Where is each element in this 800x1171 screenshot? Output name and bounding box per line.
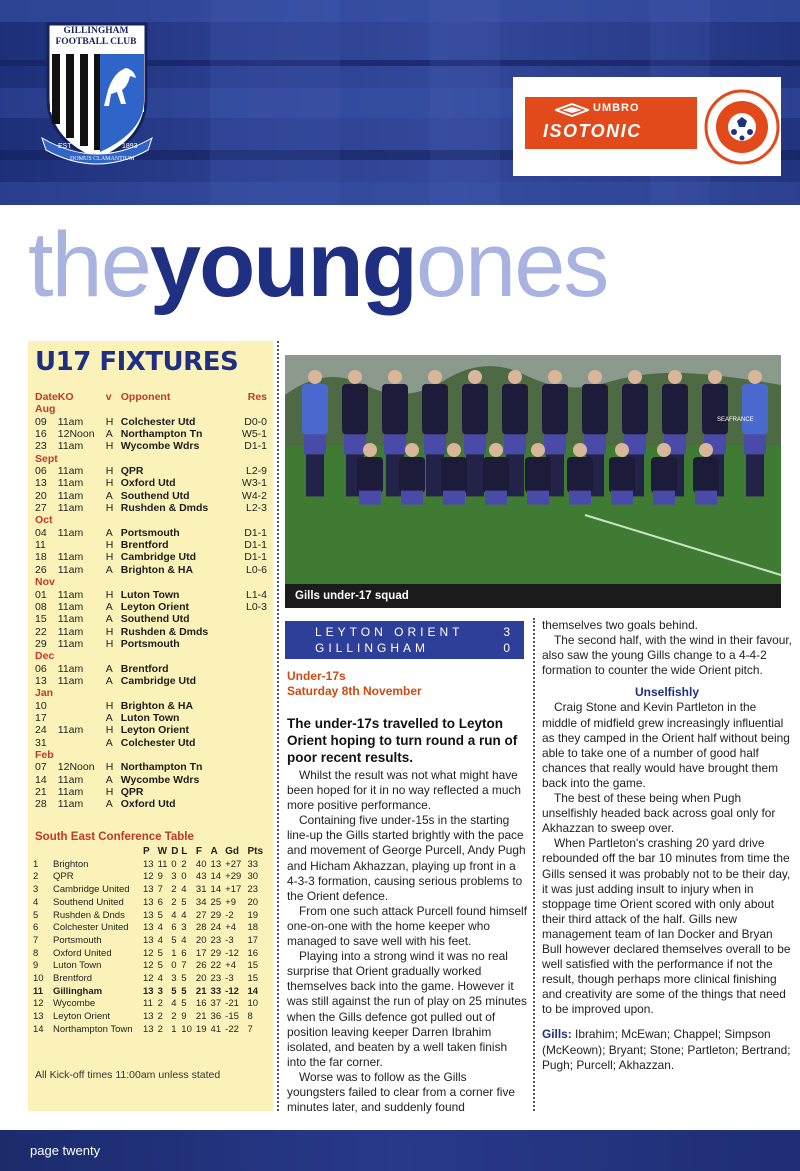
- paragraph: themselves two goals behind.: [542, 618, 698, 632]
- fixture-row: 01 11am H Luton Town L1-4: [35, 588, 267, 601]
- fixture-row: 04 11am A Portsmouth D1-1: [35, 526, 267, 539]
- fixture-row: 20 11am A Southend Utd W4-2: [35, 489, 267, 502]
- svg-text:EST: EST: [58, 143, 72, 150]
- page-title: theyoungones: [28, 214, 608, 316]
- fixture-row: 13 11am H Oxford Utd W3-1: [35, 477, 267, 490]
- fixture-row: 22 11am H Rushden & Dmds: [35, 625, 209, 638]
- fixtures-title: U17 FIXTURES: [35, 347, 239, 377]
- conference-row: 13 Leyton Orient 13 2 2 9 21 36 -15 8: [33, 1011, 253, 1023]
- sponsor-brand: UMBRO: [593, 102, 640, 114]
- conference-row: 7 Portsmouth 13 4 5 4 20 23 -3 17: [33, 934, 259, 946]
- conference-row: 8 Oxford United 12 5 1 6 17 29 -12 16: [33, 947, 259, 959]
- fixture-month: Jan: [35, 687, 54, 700]
- conference-row: 14 Northampton Town 13 2 1 10 19 41 -22 7: [33, 1023, 253, 1035]
- paragraph: The second half, with the wind in their favour, also saw the young Gills change to a 4-4-2 formation to counter the wide Orient pitch.: [542, 633, 792, 678]
- fixtures-table: Date KO v Opponent Res Aug 09 11am H Colchester Utd D0-0 16 12Noon A Northampton Tn W5-1 23 11am H Wycombe Wdrs D1-1 Sept 06 11am H QPR L2-9 13 11am H Oxford Utd W3-1 20 11am A Southend Utd W4-2 27 11am H Rushden & Dmds L2-3 Oct 04 11am A Portsmouth D1-1 11 H Brentford D1-1 18 11am H Cambridge Utd D1-1 26 11am A Brighton & HA L0-6 Nov 01 11am H Luton Town L1-4 08 11am A Leyton Orient L0-3 15 11am A Southend Utd 22 11am H Rushden & Dmds 29 11am H Portsmouth Dec 06 11am A Brentford 13 11am A Cambridge Utd Jan 10 H Brighton & HA 17 A Luton Town 24 11am H Leyton Orient 31 A Colchester Utd Feb 07 12Noon H Northampton Tn 14 11am A Wycombe Wdrs 21 11am H QPR 28 11am A Oxford Utd: [35, 391, 267, 811]
- fixture-row: 31 A Colchester Utd: [35, 736, 196, 749]
- fixture-row: 06 11am A Brentford: [35, 662, 169, 675]
- fixture-row: 07 12Noon H Northampton Tn: [35, 761, 203, 774]
- article-column-2: [542, 618, 792, 1073]
- fixture-row: 14 11am A Wycombe Wdrs: [35, 773, 200, 786]
- fixture-row: 11 H Brentford D1-1: [35, 539, 267, 552]
- fixture-row: 18 11am H Cambridge Utd D1-1: [35, 551, 267, 564]
- fixture-row: 17 A Luton Town: [35, 711, 180, 724]
- article-lead: The under-17s travelled to Leyton Orient hoping to turn round a run of poor recent results.: [287, 716, 518, 765]
- paragraph: Craig Stone and Kevin Partleton in the middle of midfield grew increasingly influential as they camped in the Orient half without being able to take one of a number of good half chances that really would have brought them back into the game.: [542, 700, 790, 790]
- home-team: LEYTON ORIENT: [315, 625, 464, 639]
- fixture-month: Dec: [35, 650, 55, 663]
- fixture-row: 10 H Brighton & HA: [35, 699, 194, 712]
- conference-row: 3 Cambridge United 13 7 2 4 31 14 +17 23: [33, 884, 259, 896]
- fixture-row: 26 11am A Brighton & HA L0-6: [35, 563, 267, 576]
- article-subheading: Unselfishly: [634, 685, 700, 700]
- club-name: GILLINGHAM FOOTBALL CLUB: [55, 26, 137, 47]
- fixture-row: 23 11am H Wycombe Wdrs D1-1: [35, 440, 267, 453]
- fixture-row: 15 11am A Southend Utd: [35, 613, 190, 626]
- fixture-month: Feb: [35, 748, 54, 761]
- paragraph: The best of these being when Pugh unselfishly headed back across goal only for Akhazzan to sweep over.: [542, 791, 776, 836]
- paragraph: Playing into a strong wind it was no real surprise that Orient gradually worked themselves back into the game. However it was still against the run of play on 25 minutes when the Gills defence got pulled out of position leaving keeper Darren Ibrahim isolated, and beaten by a well taken finish into the far corner.: [287, 949, 527, 1069]
- fixture-row: 21 11am H QPR: [35, 786, 144, 798]
- photo-caption: Gills under-17 squad: [285, 584, 781, 608]
- conference-row: 6 Colchester United 13 4 6 3 28 24 +4 18: [33, 922, 259, 934]
- fixture-row: 08 11am A Leyton Orient L0-3: [35, 600, 267, 613]
- sponsor-panel: [513, 77, 781, 176]
- team-photo: [285, 355, 781, 608]
- fixture-month: Aug: [35, 403, 56, 416]
- column-divider: [533, 618, 535, 1111]
- paragraph: From one such attack Purcell found himself one-on-one with the home keeper who managed to save well with his feet.: [287, 903, 528, 949]
- paragraph: Whilst the result was not what might have been hoped for it in no way reflected a much more positive performance.: [287, 768, 521, 813]
- away-team: GILLINGHAM: [315, 641, 430, 655]
- sponsor-product: ISOTONIC: [543, 121, 642, 141]
- conference-row: 11 Gillingham 13 3 5 5 21 33 -12 14: [33, 985, 259, 997]
- kickoff-note: All Kick-off times 11:00am unless stated: [35, 1069, 221, 1081]
- score-box: [285, 621, 524, 659]
- team-lineup: Gills: Ibrahim; McEwan; Chappel; Simpson (McKeown); Bryant; Stone; Partleton; Bertrand; Pugh; Purcell; Akhazzan.: [542, 1027, 791, 1072]
- away-score: 0: [503, 641, 510, 655]
- fixture-row: 27 11am H Rushden & Dmds L2-3: [35, 502, 267, 515]
- paragraph: Worse was to follow as the Gills youngsters failed to clear from a corner five minutes later, and suddenly found: [287, 1069, 516, 1115]
- fixture-month: Nov: [35, 576, 55, 589]
- page-number: page twenty: [30, 1143, 101, 1158]
- umbro-logo: [525, 97, 697, 149]
- fixture-month: Sept: [35, 452, 58, 465]
- conference-title: South East Conference Table: [35, 831, 194, 843]
- football-league-badge-icon: [703, 85, 781, 169]
- match-date: Saturday 8th November: [287, 684, 422, 698]
- conference-row: 12 Wycombe 11 2 4 5 16 37 -21 10: [33, 998, 259, 1010]
- fixtures-panel: [28, 341, 273, 1111]
- conference-row: 2 QPR 12 9 3 0 43 14 +29 30: [33, 871, 259, 883]
- match-team: Under-17s: [287, 669, 346, 683]
- footer-band: [0, 1130, 800, 1171]
- match-meta: [287, 669, 422, 699]
- home-score: 3: [503, 625, 510, 639]
- conference-row: 1 Brighton 13 11 0 2 40 13 +27 33: [33, 858, 259, 870]
- umbro-diamond-icon: [555, 103, 589, 117]
- svg-text:DOMUS CLAMANTIUM: DOMUS CLAMANTIUM: [70, 156, 135, 162]
- article-column-1: [287, 768, 527, 1115]
- conference-row: 4 Southend United 13 6 2 5 34 25 +9 20: [33, 896, 259, 908]
- fixture-month: Oct: [35, 514, 53, 527]
- fixture-row: 16 12Noon A Northampton Tn W5-1: [35, 428, 267, 441]
- header-band: [0, 0, 800, 205]
- paragraph: When Partleton's crashing 20 yard drive rebounded off the bar 10 minutes from time the Gills sensed it was probably not to be their day, it was just adding insult to injury when in stoppage time Orient scored with only about their third attack of the half. Gills new management team of Ian Docker and Bryan Bull however declared themselves overall to be well satisfied with the performance if not the result, though perhaps more clinical finishing and creativity are some of the things that need to be improved upon.: [542, 836, 791, 1017]
- team-photo-image: [285, 355, 781, 608]
- fixture-row: 13 11am A Cambridge Utd: [35, 674, 197, 687]
- paragraph: Containing five under-15s in the starting line-up the Gills started brightly with the pace and movement of George Purcell, Andy Pugh and Hicham Akhazzan, playing up front in a 4-3-3 formation, causing serious problems to the Orient defence.: [287, 813, 526, 903]
- column-divider: [277, 341, 279, 1111]
- fixture-row: 29 11am H Portsmouth: [35, 637, 180, 650]
- conference-row: 10 Brentford 12 4 3 5 20 23 -3 15: [33, 973, 259, 985]
- svg-text:SEAFRANCE: SEAFRANCE: [717, 417, 754, 423]
- fixture-row: 24 11am H Leyton Orient: [35, 724, 190, 737]
- conference-table: P W D L F A Gd Pts 1 Brighton 13 11 0 2 40 13 +27 33 2 QPR 12 9 3 0 43 14 +29 30 3 Cambridge United 13 7 2 4 31 14 +17 23 4 Southend United 13 6 2 5 34 25 +9 20 5 Rushden & Dnds 13 5 4 4 27 29 -2 19 6 Colchester United 13 4 6 3 28 24 +4 18 7 Portsmouth 13 4 5 4 20 23 -3 17 8 Oxford United 12 5 1 6 17 29 -12 16 9 Luton Town 12 5 0 7 26 22 +4 15 10 Brentford 12 4 3 5 20 23 -3 15 11 Gillingham 13 3 5 5 21 33 -12 14 12 Wycombe 11 2 4 5 16 37 -21 10 13 Leyton Orient 13 2 2 9 21 36 -15 8 14 Northampton Town 13 2 1 10 19 41 -22 7: [33, 846, 269, 1037]
- fixture-row: 06 11am H QPR L2-9: [35, 465, 267, 478]
- conference-row: 9 Luton Town 12 5 0 7 26 22 +4 15: [33, 960, 259, 972]
- svg-text:1893: 1893: [122, 143, 138, 150]
- fixture-row: 28 11am A Oxford Utd: [35, 798, 176, 811]
- fixture-row: 09 11am H Colchester Utd D0-0: [35, 415, 267, 428]
- conference-row: 5 Rushden & Dnds 13 5 4 4 27 29 -2 19: [33, 909, 259, 921]
